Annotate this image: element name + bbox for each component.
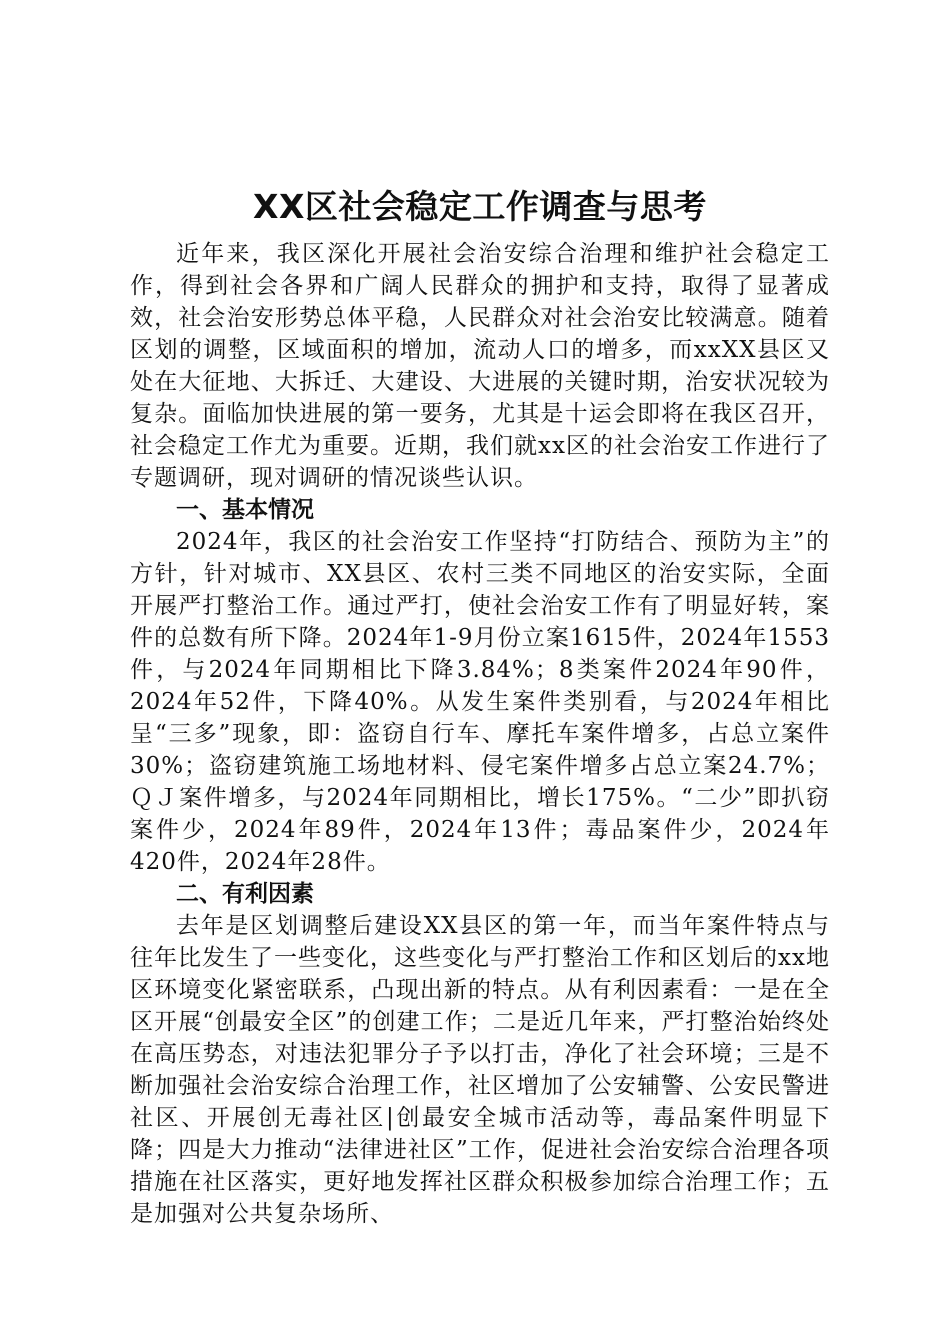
section-paragraph-basic-situation: 2024年，我区的社会治安工作坚持“打防结合、预防为主”的方针，针对城市、XX县区、农村三类不同地区的治安实际，全面开展严打整治工作。通过严打，使社会治安工作有了明显好转，案件的总数有所下降。2024年1-9月份立案1615件，2024年1553件，与2024年同期相比下降3.84%；8类案件2024年90件，2024年52件，下降40%。从发生案件类别看，与2024年相比呈“三多”现象，即：盗窃自行车、摩托车案件增多，占总立案件30%；盗窃建筑施工场地材料、侵宅案件增多占总立案24.7%；ＱＪ案件增多，与2024年同期相比，增长175%。“二少”即扒窃案件少，2024年89件，2024年13件；毒品案件少，2024年420件，2024年28件。: [130, 529, 830, 875]
document-body: [130, 182, 830, 1230]
document-title: XX区社会稳定工作调查与思考: [253, 187, 707, 226]
section-heading-basic-situation: 一、基本情况: [176, 497, 314, 523]
section-paragraph-favorable-factors: 去年是区划调整后建设XX县区的第一年，而当年案件特点与往年比发生了一些变化，这些变化与严打整治工作和区划后的xx地区环境变化紧密联系，凸现出新的特点。从有利因素看：一是在全区开展“创最安全区”的创建工作；二是近几年来，严打整治始终处在高压势态，对违法犯罪分子予以打击，净化了社会环境；三是不断加强社会治安综合治理工作，社区增加了公安辅警、公安民警进社区、开展创无毒社区|创最安全城市活动等，毒品案件明显下降；四是大力推动“法律进社区”工作，促进社会治安综合治理各项措施在社区落实，更好地发挥社区群众积极参加综合治理工作；五是加强对公共复杂场所、: [130, 913, 830, 1227]
section-heading-favorable-factors: 二、有利因素: [176, 881, 314, 907]
intro-paragraph: 近年来，我区深化开展社会治安综合治理和维护社会稳定工作，得到社会各界和广阔人民群众的拥护和支持，取得了显著成效，社会治安形势总体平稳，人民群众对社会治安比较满意。随着区划的调整，区域面积的增加，流动人口的增多，而xxXX县区又处在大征地、大拆迁、大建设、大进展的关键时期，治安状况较为复杂。面临加快进展的第一要务，尤其是十运会即将在我区召开，社会稳定工作尤为重要。近期，我们就xx区的社会治安工作进行了专题调研，现对调研的情况谈些认识。: [130, 241, 830, 491]
